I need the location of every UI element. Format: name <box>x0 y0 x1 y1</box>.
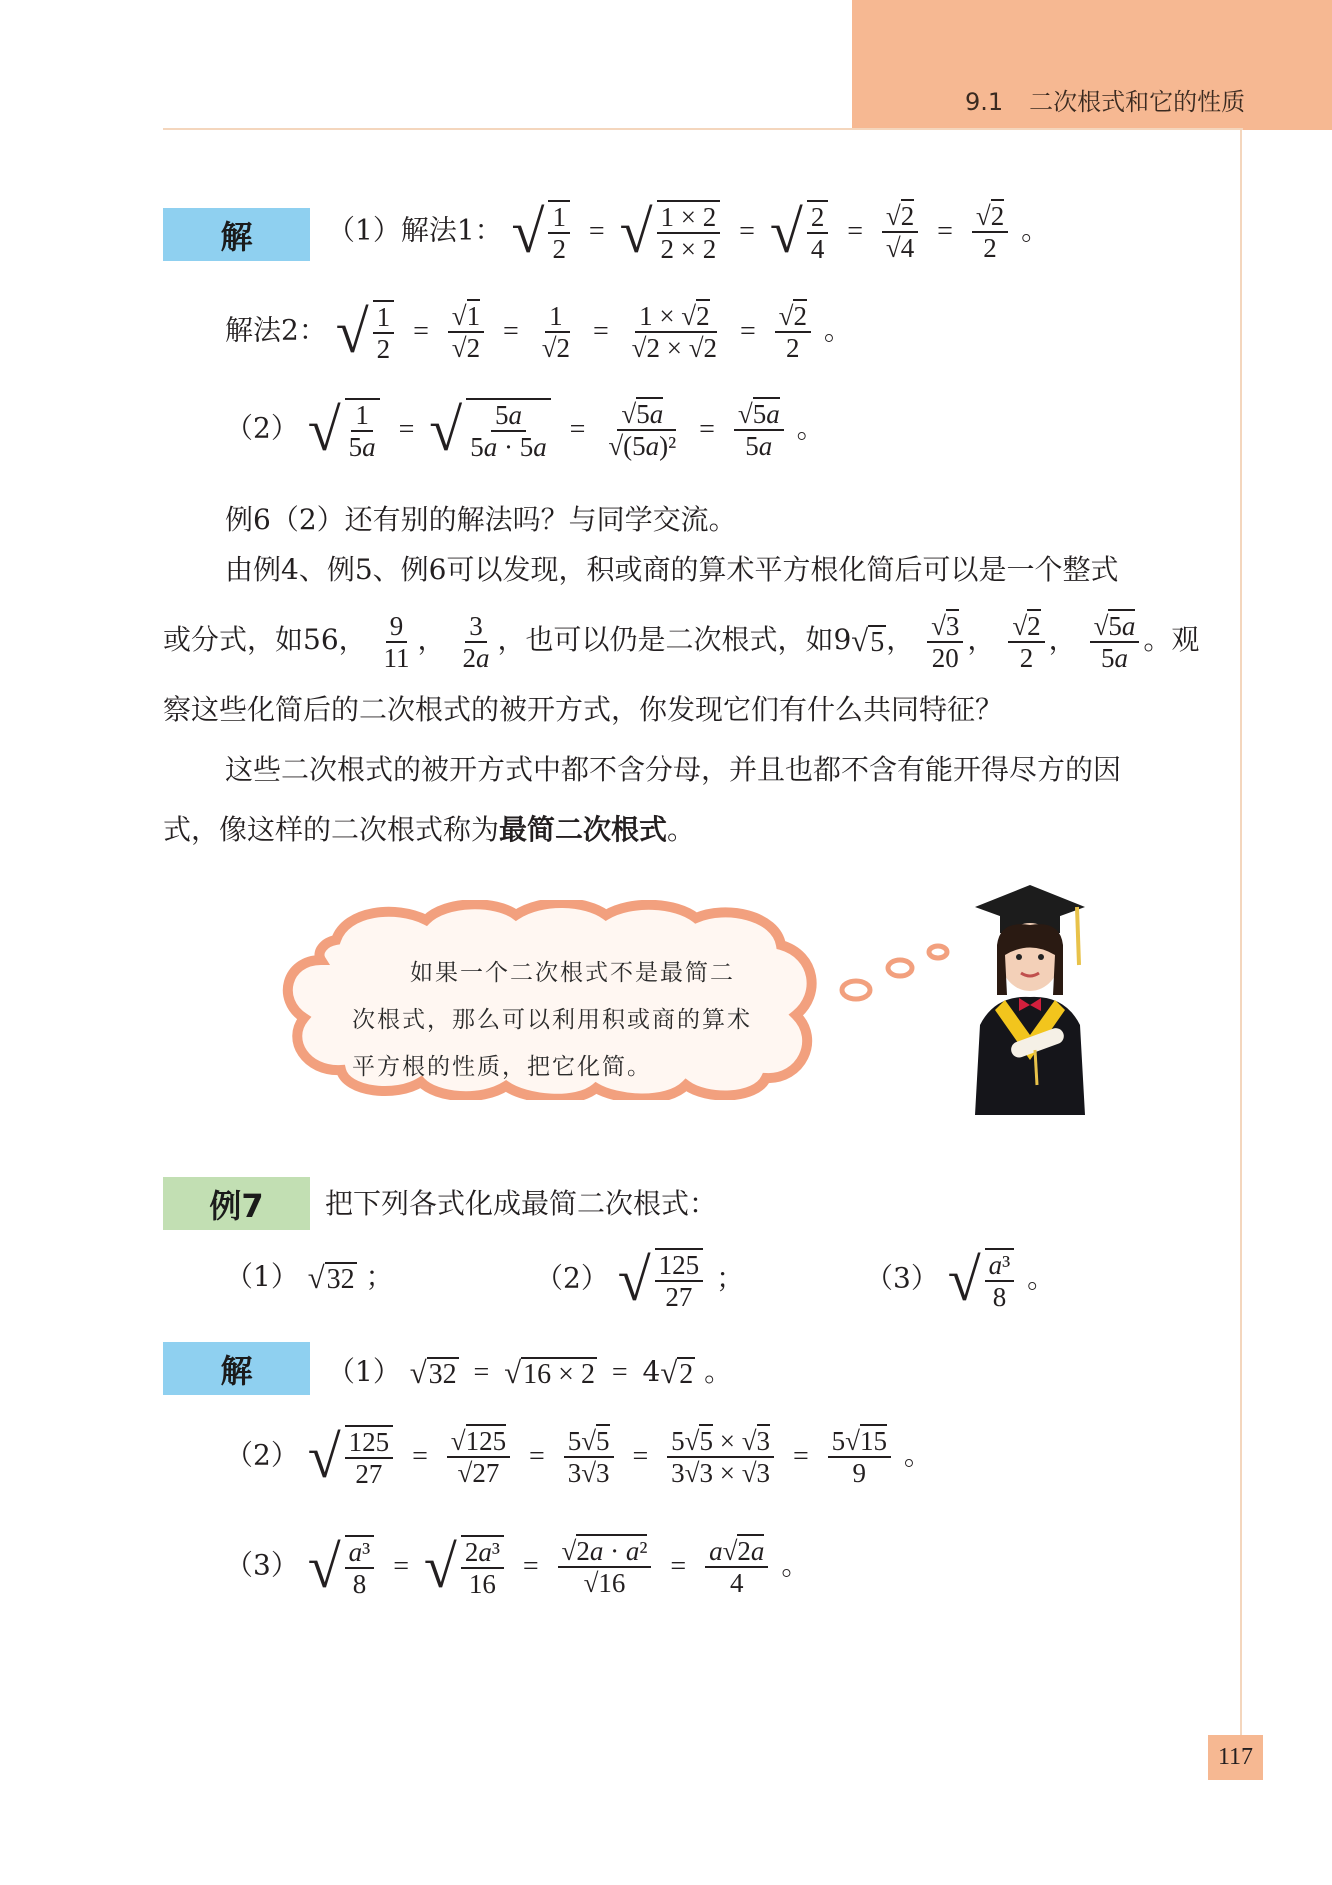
definition-term: 最简二次根式 <box>499 813 668 846</box>
question-text: 例6（2）还有别的解法吗？与同学交流。 <box>225 503 737 536</box>
solution2-part3: （3） √ $\frac{\text{a³}}{8}$ = √ $\frac{\text{2a³}}{16}$ = $\frac{\text{√2a · a²}}{√16}$ = $\frac{a√2a}{4}$ 。 <box>225 1534 810 1600</box>
section-number: 9.1 <box>965 88 1004 116</box>
para1-line2-start: 或分式，如56， <box>163 623 367 656</box>
sqrt-expr: √ $\frac{1}{5a}$ <box>308 398 384 462</box>
part1-prefix: （1） <box>327 1355 401 1388</box>
sqrt-expr: √ $\frac{\text{2a³}}{16}$ <box>424 1535 508 1599</box>
para2-end: 。 <box>667 813 696 846</box>
bubble-line-1: 如果一个二次根式不是最简二 <box>410 960 735 986</box>
example7-item-3: （3） √ $\frac{\text{a³}}{8}$ 。 <box>865 1247 1056 1313</box>
solution-tag: 解 <box>163 1342 310 1395</box>
solution2-part2: （2） √ $\frac{125}{27}$ = $\frac{√125}{√27}$ = $\frac{5√5}{3√3}$ = $\frac{5√5 \times √3}{3√3 \times √3}$ = $\frac{5√15}{9}$ 。 <box>225 1424 932 1490</box>
fraction: $\frac{√1}{√2}$ <box>448 301 484 363</box>
solution-tag: 解 <box>163 208 310 261</box>
sqrt-expr: √5 <box>851 623 885 658</box>
discussion-paragraph-1 <box>163 540 1213 600</box>
page-number: 117 <box>1208 1735 1263 1780</box>
solution1-method2: 解法2： √ $\frac{1}{2}$ = $\frac{√1}{√2}$ = $\frac{1}{√2}$ = $\frac{1 \times √2}{√2 \times √2}$ = $\frac{√2}{2}$ 。 <box>225 299 852 365</box>
discussion-paragraph-1-line2: 或分式，如56， $\frac{9}{11}$ ， $\frac{3}{2a}$ ，也可以仍是二次根式，如9√5， $\frac{√3}{20}$ ， $\frac{√2}{2}$ ， $\frac{√5a}{5a}$ 。观 <box>163 606 1213 677</box>
sqrt-expr: √ $\frac{5a}{5a \cdot 5a}$ <box>429 398 554 462</box>
fraction: $\frac{\text{√2a · a²}}{√16}$ <box>558 1536 652 1598</box>
fraction: $\frac{1 \times √2}{√2 \times √2}$ <box>631 301 718 363</box>
header-rule <box>163 128 1243 130</box>
part3-prefix: （3） <box>225 1548 299 1582</box>
item2-label: （2） <box>535 1261 609 1295</box>
solution2-part1: （1） √32 = √16 × 2 = 4√2 。 <box>327 1355 733 1390</box>
solution1-part1: （1）解法1： √ $\frac{1}{2}$ = √ $\frac{1 \times 2}{2 \times 2}$ = √ $\frac{2}{4}$ = $\frac{√2}{√4}$ = $\frac{√2}{2}$ 。 <box>327 199 1050 265</box>
graduate-girl-image <box>955 885 1105 1115</box>
sqrt-expr: √ $\frac{1}{2}$ <box>512 200 574 264</box>
para1-line2-mid: ，也可以仍是二次根式，如9 <box>497 623 852 656</box>
fraction: $\frac{5√5}{3√3}$ <box>564 1426 614 1488</box>
para1-line3: 察这些化简后的二次根式的被开方式，你发现它们有什么共同特征？ <box>163 693 1004 726</box>
fraction: $\frac{1}{√2}$ <box>541 301 571 363</box>
para2-line1: 这些二次根式的被开方式中都不含分母，并且也都不含有能开得尽方的因 <box>225 753 1122 786</box>
bubble-text <box>352 950 772 1091</box>
para1-line2-end: 。观 <box>1143 623 1200 656</box>
sqrt-expr: √16 × 2 <box>504 1356 595 1390</box>
example7-instruction: 把下列各式化成最简二次根式： <box>325 1187 718 1220</box>
thought-dots <box>838 940 958 1010</box>
part2-prefix: （2） <box>225 411 299 445</box>
fraction: $\frac{√2}{2}$ <box>775 301 811 363</box>
bubble-line-2: 次根式，那么可以利用积或商的算术 <box>352 1007 752 1033</box>
method2-prefix: 解法2： <box>225 313 327 347</box>
solution1-part2: （2） √ $\frac{1}{5a}$ = √ $\frac{5a}{5a \cdot 5a}$ = $\frac{√5a}{\text{√(5a)²}}$ = $\frac{√5a}{5a}$ 。 <box>225 397 825 463</box>
example7-item-1: （1） √32 ； <box>225 1260 394 1295</box>
para2-line2: 式，像这样的二次根式称为 <box>163 813 500 846</box>
sqrt-expr: √ $\frac{1 \times 2}{2 \times 2}$ <box>620 200 725 264</box>
para1-line1: 由例4、例5、例6可以发现，积或商的算术平方根化简后可以是一个整式 <box>225 553 1119 586</box>
margin-rule <box>1240 128 1242 1778</box>
discussion-paragraph-2 <box>163 740 1213 860</box>
section-title: 二次根式和它的性质 <box>1029 88 1246 116</box>
item1-label: （1） <box>225 1260 299 1293</box>
discussion-paragraph-1-line3 <box>163 680 1213 740</box>
fraction: $\frac{9}{11}$ <box>383 610 410 673</box>
fraction: $\frac{√3}{20}$ <box>927 611 963 673</box>
bubble-line-3: 平方根的性质，把它化简。 <box>352 1054 652 1080</box>
example-tag: 例7 <box>163 1177 310 1230</box>
fraction: $\frac{a√2a}{4}$ <box>705 1536 768 1598</box>
sqrt-expr: √ $\frac{\text{a³}}{8}$ <box>948 1248 1019 1312</box>
fraction: $\frac{√5a}{\text{√(5a)²}}$ <box>608 399 677 461</box>
example7-item-2: （2） √ $\frac{125}{27}$ ； <box>535 1247 745 1313</box>
part2-prefix: （2） <box>225 1438 299 1472</box>
sqrt-expr: √ $\frac{125}{27}$ <box>308 1425 397 1489</box>
sqrt-expr: √ $\frac{1}{2}$ <box>336 300 398 364</box>
sqrt-expr: √32 <box>409 1356 457 1390</box>
fraction: $\frac{√5a}{5a}$ <box>734 399 784 461</box>
sqrt-expr: √ $\frac{2}{4}$ <box>770 200 832 264</box>
sqrt-expr: √32 <box>307 1261 355 1295</box>
fraction: $\frac{√5a}{5a}$ <box>1090 611 1140 673</box>
fraction: $\frac{3}{2a}$ <box>462 610 490 673</box>
sqrt-expr: √ $\frac{\text{a³}}{8}$ <box>308 1535 379 1599</box>
fraction: $\frac{√2}{√4}$ <box>882 201 918 263</box>
part1-prefix: （1）解法1： <box>327 213 503 247</box>
fraction: $\frac{5√5 \times √3}{3√3 \times √3}$ <box>667 1426 774 1488</box>
fraction: $\frac{√125}{√27}$ <box>447 1426 510 1488</box>
fraction: $\frac{√2}{2}$ <box>972 201 1008 263</box>
fraction: $\frac{5√15}{9}$ <box>828 1426 891 1488</box>
sqrt-expr: √ $\frac{125}{27}$ <box>618 1248 707 1312</box>
sqrt-expr: √2 <box>660 1356 694 1390</box>
fraction: $\frac{√2}{2}$ <box>1008 611 1044 673</box>
section-header <box>965 82 1245 117</box>
item3-label: （3） <box>865 1261 939 1295</box>
